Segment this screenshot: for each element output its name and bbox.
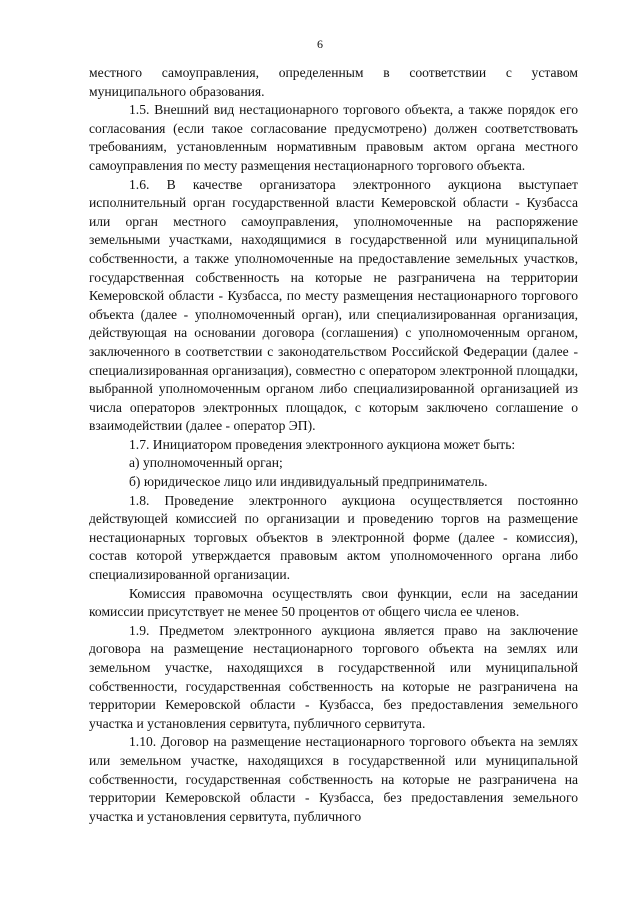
paragraph-commission-quorum: Комиссия правомочна осуществлять свои функции, если на заседании комиссии присутствует не менее 50 процентов от общего числа ее членов. xyxy=(89,585,578,620)
list-item-a: а) уполномоченный орган; xyxy=(129,455,283,471)
paragraph-1-7: 1.7. Инициатором проведения электронного аукциона может быть: xyxy=(129,436,516,452)
document-body xyxy=(89,64,578,826)
list-item-b: б) юридическое лицо или индивидуальный предприниматель. xyxy=(129,474,488,490)
paragraph-1-6: 1.6. В качестве организатора электронного аукциона выступает исполнительный орган государственной власти Кемеровской области - Кузбасса или орган местного самоуправления, уполномоченные на распоряжение земельными участками, находящимися в государственной или муниципальной собственности, а также уполномоченные на предоставление земельных участков, государственная собственность на которые не разграничена на территории Кемеровской области - Кузбасса, по месту размещения нестационарного торгового объекта (далее - уполномоченный орган), или специализированная организация, действующая на основании договора (соглашения) с уполномоченным органом, заключенного в соответствии с законодательством Российской Федерации (далее - специализированная организация), совместно с оператором электронной площадки, выбранной уполномоченным органом либо специализированной организацией из числа операторов электронных площадок, с которым заключено соглашение о взаимодействии (далее - оператор ЭП). xyxy=(89,176,578,434)
paragraph-1-9: 1.9. Предметом электронного аукциона является право на заключение договора на размещение нестационарного торгового объекта на землях или земельном участке, находящихся в государственной или муниципальной собственности, государственная собственность на которые не разграничена на территории Кемеровской области - Кузбасса, без предоставления земельного участка и установления сервитута, публичного сервитута. xyxy=(89,622,578,731)
paragraph-1-5: 1.5. Внешний вид нестационарного торгового объекта, а также порядок его согласования (если такое согласование предусмотрено) должен соответствовать требованиям, установленным нормативным правовым актом органа местного самоуправления по месту размещения нестационарного торгового объекта. xyxy=(89,102,578,173)
paragraph-1-10: 1.10. Договор на размещение нестационарного торгового объекта на землях или земельном участке, находящихся в государственной или муниципальной собственности, государственная собственность на которые не разграничена на территории Кемеровской области - Кузбасса, без предоставления земельного участка и установления сервитута, публичного xyxy=(89,734,578,824)
paragraph-1-8: 1.8. Проведение электронного аукциона осуществляется постоянно действующей комиссией по организации и проведению торгов на размещение нестационарных торговых объектов в электронной форме (далее - комиссия), состав которой утверждается правовым актом уполномоченного органа либо специализированной организации. xyxy=(89,492,578,583)
paragraph-continuation: местного самоуправления, определенным в соответствии с уставом муниципального образования. xyxy=(89,65,578,99)
page-number: 6 xyxy=(317,37,323,51)
